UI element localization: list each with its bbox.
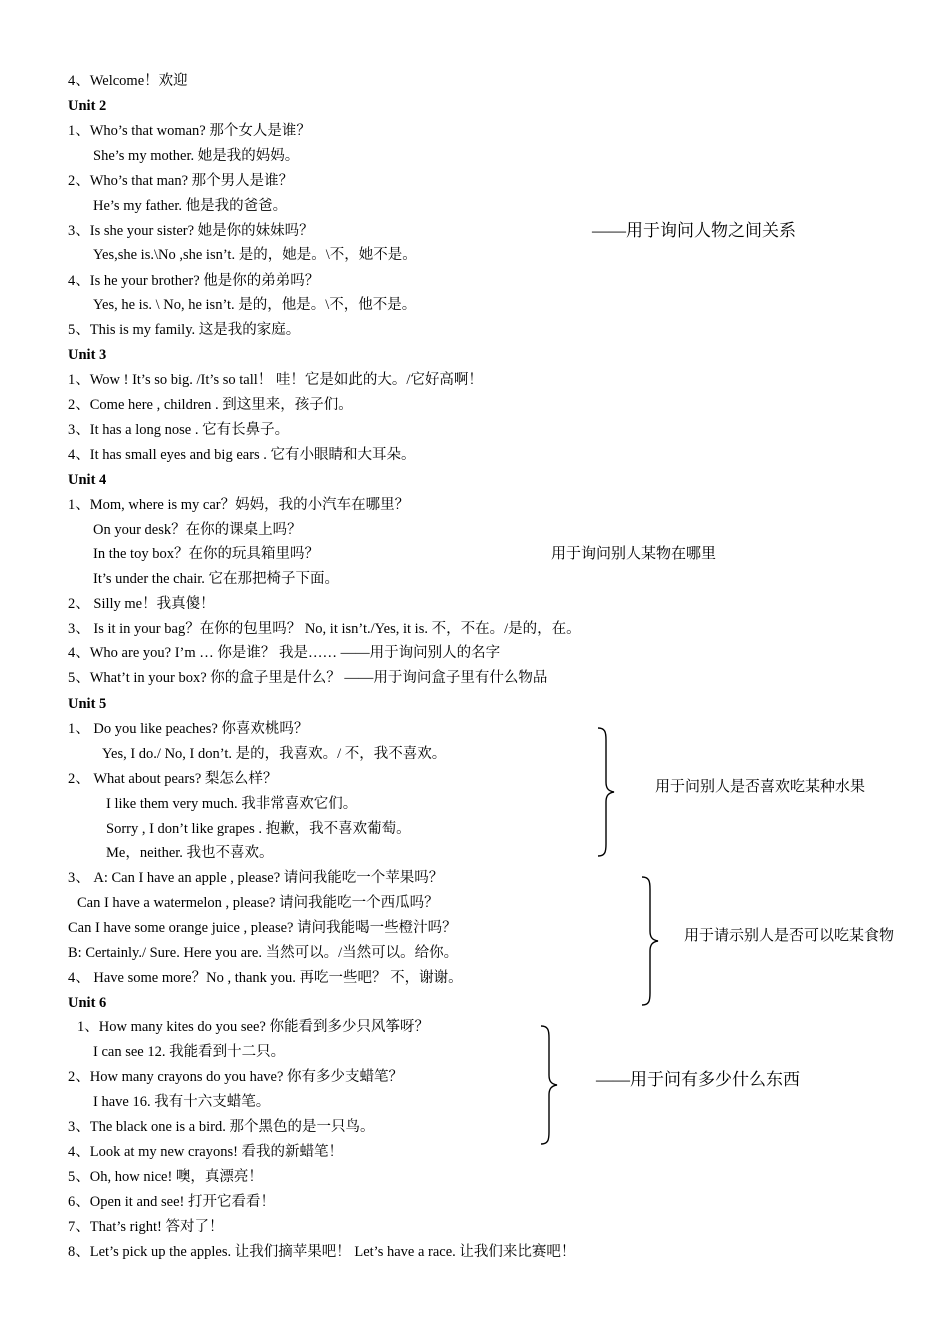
line-05: 2、Who’s that man? 那个男人是谁？ — [68, 173, 294, 189]
line-06: He’s my father. 他是我的爸爸。 — [93, 198, 288, 214]
note-request-food: 用于请示别人是否可以吃某食物 — [684, 928, 895, 944]
line-01: 4、Welcome！欢迎 — [68, 73, 188, 89]
right-brace-icon — [596, 726, 618, 858]
line-14: 2、Come here , children . 到这里来，孩子们。 — [68, 397, 353, 413]
line-32: Me，neither. 我也不喜欢。 — [106, 845, 274, 861]
line-35: Can I have some orange juice , please? 请问我能喝一些橙汁吗？ — [68, 920, 457, 936]
line-18: 1、Mom, where is my car？妈妈，我的小汽车在哪里？ — [68, 497, 410, 513]
line-40: I can see 12. 我能看到十二只。 — [93, 1044, 286, 1060]
line-10: Yes, he is. \ No, he isn’t. 是的，他是。\不，他不是。 — [93, 297, 417, 313]
line-09: 4、Is he your brother? 他是你的弟弟吗？ — [68, 273, 320, 289]
line-41: 2、How many crayons do you have? 你有多少支蜡笔？ — [68, 1069, 404, 1085]
line-46: 6、Open it and see! 打开它看看！ — [68, 1194, 275, 1210]
note-like-fruit: 用于问别人是否喜欢吃某种水果 — [655, 779, 866, 795]
line-34: Can I have a watermelon , please? 请问我能吃一个西瓜吗？ — [77, 895, 439, 911]
line-03: 1、Who’s that woman? 那个女人是谁？ — [68, 123, 311, 139]
line-36: B: Certainly./ Sure. Here you are. 当然可以。/当然可以。给你。 — [68, 945, 459, 961]
line-07: 3、Is she your sister? 她是你的妹妹吗？ — [68, 223, 314, 239]
unit-heading: Unit 3 — [68, 347, 107, 363]
line-13: 1、Wow ! It’s so big. /It’s so tall！ 哇！它是如此的大。/它好高啊！ — [68, 372, 483, 388]
note-how-many: ——用于问有多少什么东西 — [596, 1070, 800, 1089]
line-23: 3、 Is it in your bag？在你的包里吗？ No, it isn’t./Yes, it is. 不，不在。/是的，在。 — [68, 621, 581, 637]
unit-heading: Unit 6 — [68, 995, 107, 1011]
right-brace-icon — [539, 1024, 561, 1146]
line-33: 3、 A: Can I have an apple , please? 请问我能吃一个苹果吗？ — [68, 870, 444, 886]
note-relation: ——用于询问人物之间关系 — [592, 221, 796, 240]
line-45: 5、Oh, how nice! 噢，真漂亮！ — [68, 1169, 263, 1185]
note-where: 用于询问别人某物在哪里 — [551, 546, 717, 562]
line-16: 4、It has small eyes and big ears . 它有小眼睛和大耳朵。 — [68, 447, 416, 463]
line-47: 7、That’s right! 答对了！ — [68, 1219, 224, 1235]
line-31: Sorry , I don’t like grapes . 抱歉，我不喜欢葡萄。 — [106, 821, 411, 837]
line-44: 4、Look at my new crayons! 看我的新蜡笔！ — [68, 1144, 344, 1160]
line-28: Yes, I do./ No, I don’t. 是的，我喜欢。/ 不，我不喜欢。 — [102, 746, 447, 762]
line-39: 1、How many kites do you see? 你能看到多少只风筝呀？ — [77, 1019, 429, 1035]
line-37: 4、 Have some more？No , thank you. 再吃一些吧？ 不，谢谢。 — [68, 970, 463, 986]
line-27: 1、 Do you like peaches? 你喜欢桃吗？ — [68, 721, 309, 737]
line-04: She’s my mother. 她是我的妈妈。 — [93, 148, 300, 164]
line-42: I have 16. 我有十六支蜡笔。 — [93, 1094, 271, 1110]
line-22: 2、 Silly me！我真傻！ — [68, 596, 215, 612]
unit-heading: Unit 4 — [68, 472, 107, 488]
line-43: 3、The black one is a bird. 那个黑色的是一只鸟。 — [68, 1119, 375, 1135]
right-brace-icon — [640, 875, 662, 1007]
line-48: 8、Let’s pick up the apples. 让我们摘苹果吧！ Let’s have a race. 让我们来比赛吧！ — [68, 1244, 576, 1260]
unit-heading: Unit 5 — [68, 696, 107, 712]
line-15: 3、It has a long nose . 它有长鼻子。 — [68, 422, 290, 438]
line-25: 5、What’t in your box? 你的盒子里是什么？ ——用于询问盒子里有什么物品 — [68, 670, 548, 686]
unit-heading: Unit 2 — [68, 98, 107, 114]
line-24: 4、Who are you? I’m … 你是谁？ 我是…… ——用于询问别人的名字 — [68, 645, 501, 661]
line-21: It’s under the chair. 它在那把椅子下面。 — [93, 571, 340, 587]
line-19: On your desk？在你的课桌上吗？ — [93, 522, 302, 538]
line-20: In the toy box？在你的玩具箱里吗？ — [93, 546, 319, 562]
line-29: 2、 What about pears? 梨怎么样？ — [68, 771, 278, 787]
line-08: Yes,she is.\No ,she isn’t. 是的，她是。\不，她不是。 — [93, 247, 417, 263]
line-11: 5、This is my family. 这是我的家庭。 — [68, 322, 301, 338]
line-30: I like them very much. 我非常喜欢它们。 — [106, 796, 358, 812]
